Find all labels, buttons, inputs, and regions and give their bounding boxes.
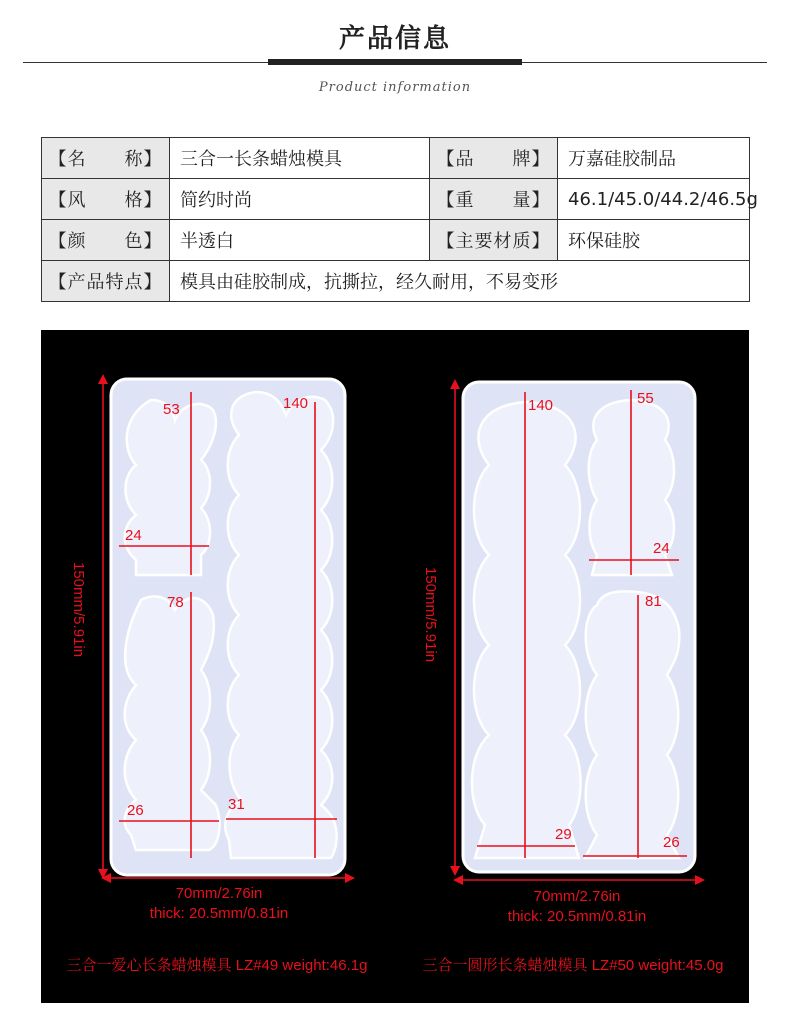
spec-value: 三合一长条蜡烛模具 bbox=[170, 138, 430, 179]
width-label: 70mm/2.76in bbox=[175, 885, 263, 902]
spec-value: 简约时尚 bbox=[170, 179, 430, 220]
spec-value: 半透白 bbox=[170, 220, 430, 261]
dim-label: 24 bbox=[653, 540, 670, 557]
product-caption: 三合一圆形长条蜡烛模具 LZ#50 weight:45.0g bbox=[422, 957, 724, 974]
spec-label: 【主要材质】 bbox=[430, 220, 558, 261]
spec-label: 【名 称】 bbox=[42, 138, 170, 179]
arrow-down-icon bbox=[450, 866, 460, 876]
spec-value: 万嘉硅胶制品 bbox=[558, 138, 750, 179]
dim-label: 140 bbox=[528, 397, 554, 414]
dim-label: 26 bbox=[663, 834, 680, 851]
spec-label: 【产品特点】 bbox=[42, 261, 170, 302]
spec-row bbox=[42, 138, 750, 179]
dim-label: 78 bbox=[167, 594, 184, 611]
arrow-up-icon bbox=[98, 374, 108, 384]
spec-row bbox=[42, 261, 750, 302]
arrow-up-icon bbox=[450, 379, 460, 389]
arrow-right-icon bbox=[345, 873, 355, 883]
dim-label: 55 bbox=[637, 390, 654, 407]
dim-label: 24 bbox=[125, 527, 142, 544]
spec-row bbox=[42, 220, 750, 261]
dim-label: 53 bbox=[163, 401, 180, 418]
mold-cavity bbox=[125, 400, 216, 575]
thickness-label: thick: 20.5mm/0.81in bbox=[507, 908, 647, 925]
product-photo-round-mold bbox=[397, 330, 749, 1003]
dim-label: 29 bbox=[555, 826, 572, 843]
product-photo-heart-mold bbox=[41, 330, 397, 1003]
dim-label: 31 bbox=[228, 796, 245, 813]
mold-cavity bbox=[472, 402, 581, 858]
width-label: 70mm/2.76in bbox=[533, 888, 621, 905]
dim-label: 81 bbox=[645, 593, 662, 610]
page-subtitle: Product information bbox=[318, 80, 472, 95]
mold-cavity bbox=[225, 392, 337, 858]
arrow-right-icon bbox=[695, 875, 705, 885]
spec-value: 模具由硅胶制成，抗撕拉，经久耐用，不易变形 bbox=[170, 261, 750, 302]
page-title: 产品信息 bbox=[338, 24, 451, 54]
arrow-left-icon bbox=[453, 875, 463, 885]
height-label: 150mm/5.91in bbox=[422, 567, 439, 663]
dim-label: 140 bbox=[283, 395, 309, 412]
spec-label: 【重 量】 bbox=[430, 179, 558, 220]
product-caption: 三合一爱心长条蜡烛模具 LZ#49 weight:46.1g bbox=[66, 957, 368, 974]
spec-label: 【风 格】 bbox=[42, 179, 170, 220]
title-divider-accent bbox=[268, 59, 522, 65]
dim-label: 26 bbox=[127, 802, 144, 819]
spec-label: 【品 牌】 bbox=[430, 138, 558, 179]
height-label: 150mm/5.91in bbox=[70, 562, 87, 658]
spec-value: 46.1/45.0/44.2/46.5g bbox=[558, 179, 750, 220]
spec-row bbox=[42, 179, 750, 220]
spec-table bbox=[41, 137, 758, 302]
thickness-label: thick: 20.5mm/0.81in bbox=[149, 905, 289, 922]
spec-value: 环保硅胶 bbox=[558, 220, 750, 261]
mold-cavity bbox=[585, 591, 679, 858]
spec-label: 【颜 色】 bbox=[42, 220, 170, 261]
